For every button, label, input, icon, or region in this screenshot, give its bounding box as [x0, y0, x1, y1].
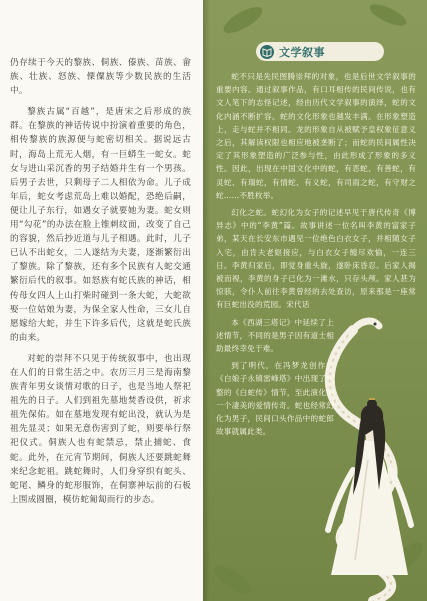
sidebar-panel: [203, 0, 427, 601]
sidebar-paragraph-2: 幻化之蛇。蛇幻化为女子的记述早见于唐代传奇《博异志》中的“李黄”篇。故事讲述一位名叫李黄的富家子弟，某天在长安东市遇见一位绝色白衣女子，并相随女子入宅，由肯夫老妪接应，与白衣女子缠尽欢愉，一连三日。李黄归家后，即觉身重头旋，遂卧床昏忍。后家人揭被而视，李黄的身子已化为一滩水，只存头颅。家人甚为惊骇，令仆人前往李黄曾经的去处查访，原来那是一座常有巨蛇出没的荒园。宋代话: [216, 208, 416, 310]
left-paragraph-1: 仍存续于今天的黎族、侗族、傣族、苗族、畲族、壮族、怒族、傈僳族等少数民族的生活中。: [10, 58, 191, 97]
sidebar-paragraph-1: 蛇不只是先民图腾崇拜的对象，也是后世文学叙事的重要内容。通过叙事作品，有口耳相传的民间传说，也有文人笔下的志怪记述，经由历代文学叙事的演绎，蛇的文化内涵不断扩容。蛇的文化形象也越发丰满。在形象塑造上，走与蛇并不相同。龙的形象自从被赋予皇权象征意义之后，其解读权限也相应地被垄断了；而蛇的民间属性决定了其形象塑造的广泛参与性，由此形成了形象的多义性。因此，出现在中国文化中的蛇，有恶蛇、有善蛇，有灵蛇、有瑞蛇，有情蛇、有义蛇，有司雨之蛇，有守财之蛇……不胜枚举。: [216, 72, 416, 200]
section-title: 文学叙事: [279, 45, 325, 59]
left-paragraph-3: 对蛇的崇拜不只见于传统叙事中，也出现在人们的日常生活之中。农历三月三是海南黎族青年男女谈情对歌的日子，也是当地人祭祀祖先的日子。人们到祖先墓地焚香设供，祈求祖先保佑。如在墓地发现有蛇出没，就认为是祖先显灵；如果无意伤害到了蛇，则要举行祭祀仪式。侗族人也有蛇禁忌，禁止捕蛇、食蛇。此外，在元宵节期间，侗族人还要跳蛇舞来纪念蛇祖。跳蛇舞时，人们身穿织有蛇头、蛇尾、鳞身的蛇形服饰，在侗寨神坛前的石板上围成圆圈，模仿蛇匍匐而行的步态。: [10, 353, 191, 505]
section-header: [256, 42, 384, 61]
sidebar-paragraph-4: 到了明代，在冯梦龙创作的《白娘子永镇雷峰塔》中出现了完整的《白蛇传》情节，至此演化为一个凄美的爱情传奇。蛇也经常幻化为男子，民间口头作品中的蛇郎故事就属此类。: [216, 361, 334, 437]
left-paragraph-2: 黎族古属“百越”，是唐宋之后形成的族群。在黎族的神话传说中扮演着重要的角色，相传黎族的族源便与蛇密切相关。据说远古时，海岛上荒无人烟，有一巨蟒生一蛇女。蛇女与进山采沉香的男子结婚并生有一个男孩。后男子去世，只剩母子二人相依为命。儿子成年后，蛇女考虑荒岛上难以婚配，恐绝后嗣，便让儿子东行，如遇女子就要她为妻。蛇女则用“勾花”的办法在脸上锥刺纹面，改变了自己的容貌，然后抄近道与儿子相遇。此时，儿子已认不出蛇女，二人遂结为夫妻，逐渐繁衍出了黎族。除了黎族，还有多个民族有人蛇交通繁衍后代的叙事。如怒族有蛇氏族的神话，相传母女四人上山打柴时碰到一条大蛇，大蛇欲娶一位姑娘为妻，为保全家人性命，三女儿自愿嫁给大蛇，并生下许多后代，这就是蛇氏族的由来。: [10, 107, 191, 343]
sidebar-text: [216, 70, 416, 442]
sidebar-paragraph-3: 本《西湖三塔记》中延续了上述情节，不同的是男子因有道士相助最终幸免于难。: [216, 317, 334, 354]
left-text-column: [0, 0, 203, 601]
book-bookmark-icon: [260, 45, 274, 59]
